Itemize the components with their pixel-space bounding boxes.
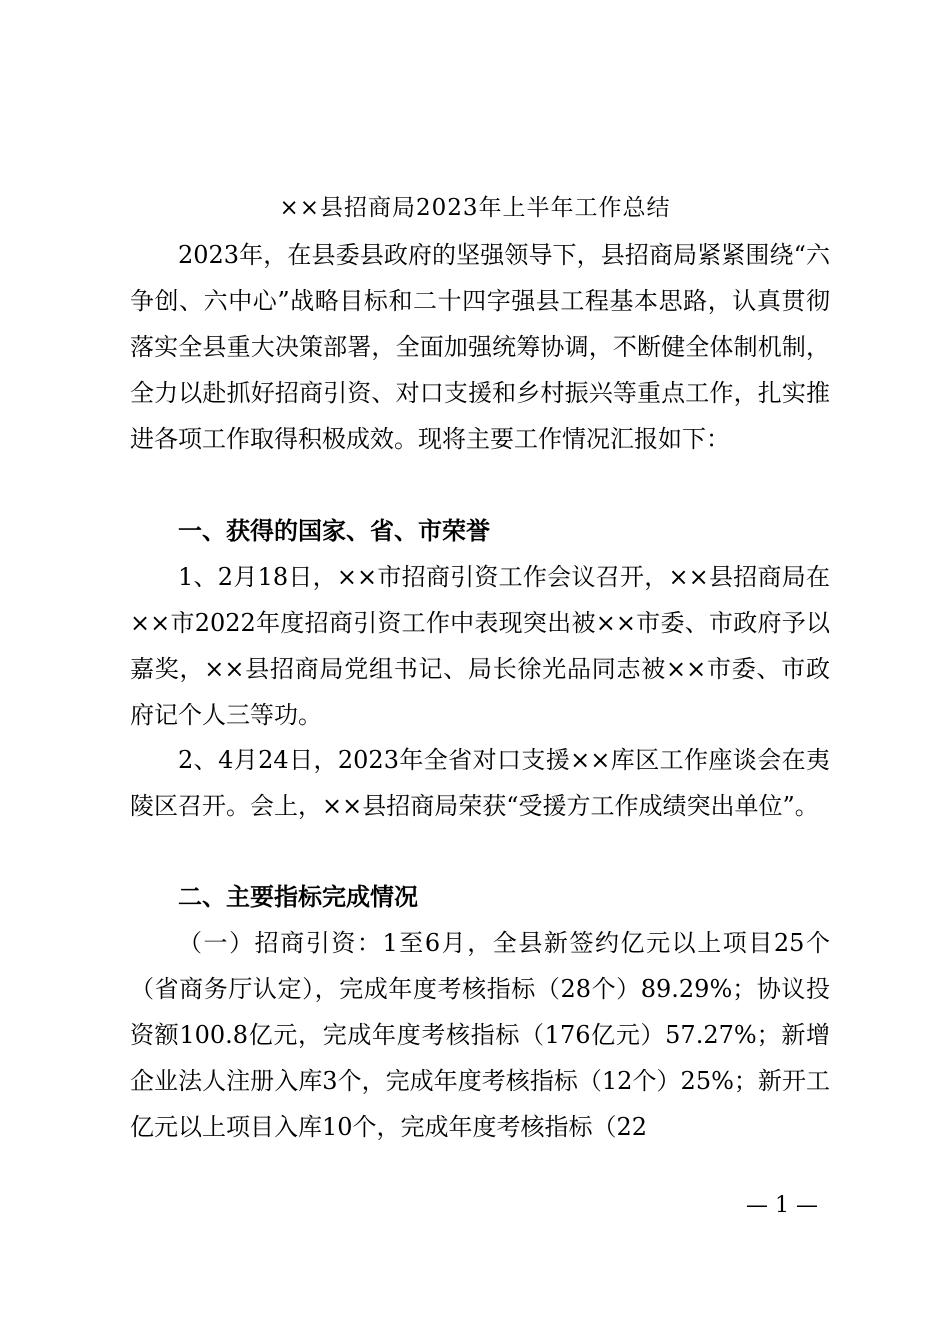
section-heading-honors: 一、获得的国家、省、市荣誉 xyxy=(178,517,490,545)
section-heading-indicators: 二、主要指标完成情况 xyxy=(178,883,418,911)
investment-paragraph: （一）招商引资：1至6月，全县新签约亿元以上项目25个（省商务厅认定），完成年度考核指标（28个）89.29%；协议投资额100.8亿元，完成年度考核指标（176亿元）57.27%；新增企业法人注册入库3个，完成年度考核指标（12个）25%；新开工亿元以上项目入库10个，完成年度考核指标（22 xyxy=(130,929,830,1141)
honor-item-1: 1、2月18日，××市招商引资工作会议召开，××县招商局在××市2022年度招商引资工作中表现突出被××市委、市政府予以嘉奖，××县招商局党组书记、局长徐光品同志被××市委、市政府记个人三等功。 xyxy=(130,563,830,729)
intro-paragraph: 2023年，在县委县政府的坚强领导下，县招商局紧紧围绕“六争创、六中心”战略目标和二十四字强县工程基本思路，认真贯彻落实全县重大决策部署，全面加强统筹协调，不断健全体制机制，全力以赴抓好招商引资、对口支援和乡村振兴等重点工作，扎实推进各项工作取得积极成效。现将主要工作情况汇报如下： xyxy=(130,241,830,453)
page-number: — 1 — xyxy=(746,1193,818,1218)
document-title: ××县招商局2023年上半年工作总结 xyxy=(279,195,671,221)
honor-item-2: 2、4月24日，2023年全省对口支援××库区工作座谈会在夷陵区召开。会上，××县招商局荣获“受援方工作成绩突出单位”。 xyxy=(130,746,830,820)
